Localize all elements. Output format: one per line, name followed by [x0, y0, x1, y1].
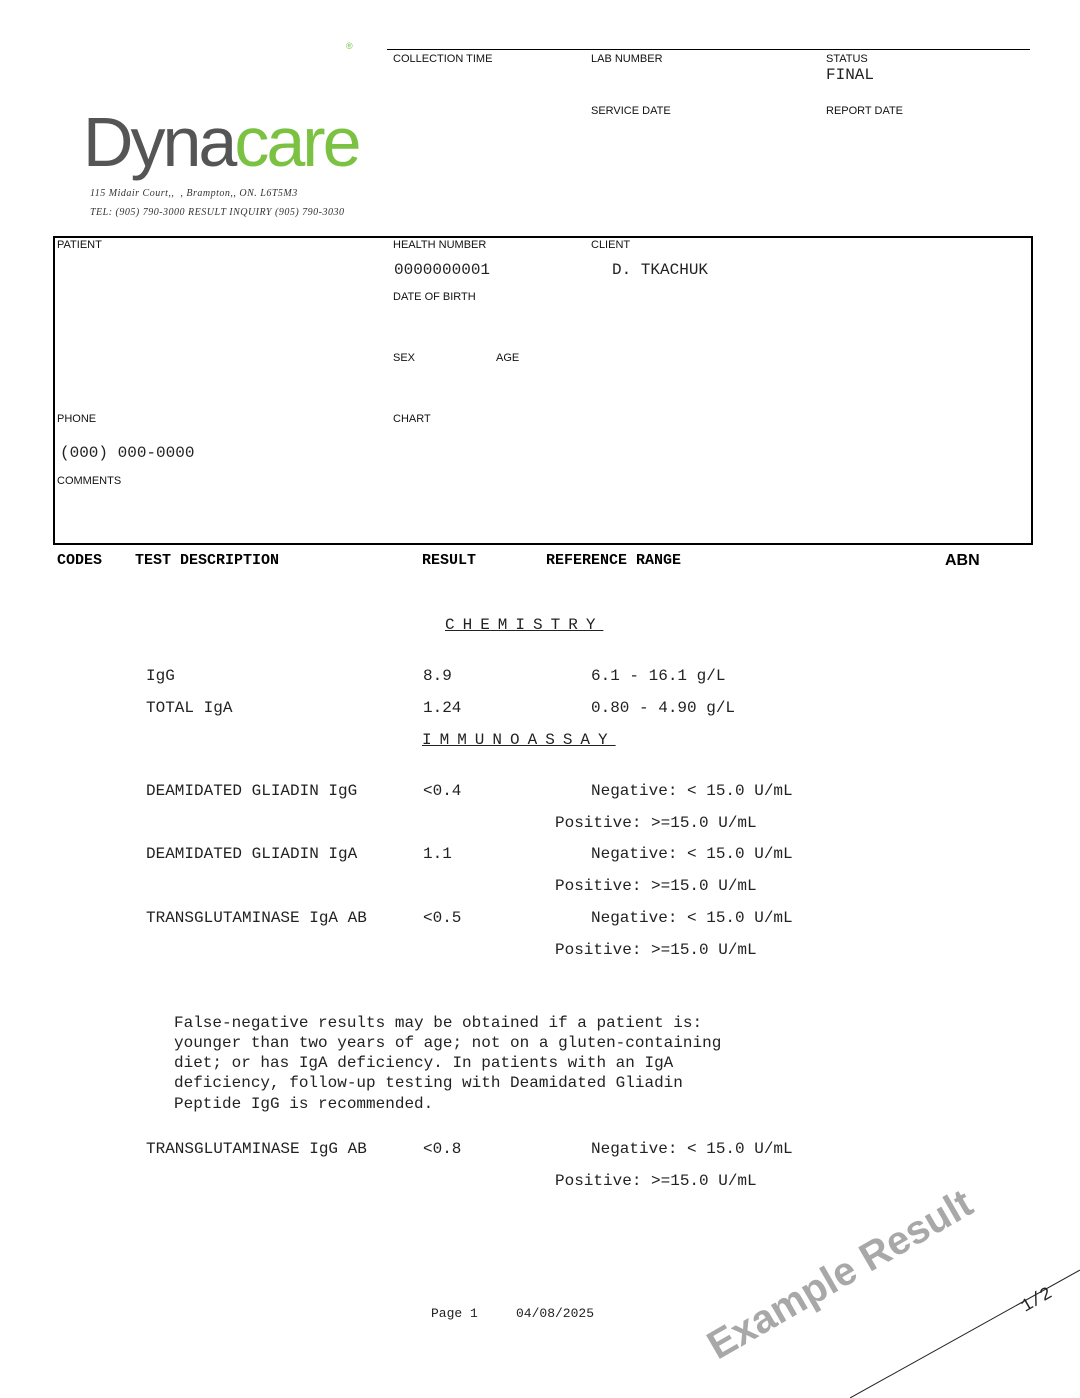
test-range: 6.1 - 16.1 g/L	[591, 667, 726, 685]
col-codes: CODES	[57, 552, 103, 569]
comment-line: diet; or has IgA deficiency. In patients with an IgA	[174, 1054, 674, 1072]
test-name: IgG	[146, 667, 175, 685]
collection-time-label: COLLECTION TIME	[393, 53, 493, 65]
test-result: <0.4	[423, 782, 462, 800]
chart-label: CHART	[393, 413, 431, 425]
example-result-watermark: Example Result	[700, 1181, 980, 1369]
phone-value: (000) 000-0000	[60, 444, 195, 462]
registered-mark: ®	[346, 41, 353, 51]
lab-address: 115 Midair Court,, , Brampton,, ON. L6T5M3	[90, 188, 298, 199]
patient-label: PATIENT	[57, 239, 102, 251]
comment-line: deficiency, follow-up testing with Deamidated Gliadin	[174, 1074, 683, 1092]
col-test-description: TEST DESCRIPTION	[135, 552, 280, 569]
comments-label: COMMENTS	[57, 475, 122, 487]
status-label: STATUS	[826, 53, 868, 65]
col-result: RESULT	[422, 552, 477, 569]
section-chemistry: CHEMISTRY	[445, 616, 604, 634]
test-range: 0.80 - 4.90 g/L	[591, 699, 736, 717]
test-name: TRANSGLUTAMINASE IgA AB	[146, 909, 367, 927]
test-name: DEAMIDATED GLIADIN IgA	[146, 845, 358, 863]
page-number: Page 1	[431, 1306, 478, 1321]
range-positive: Positive: >=15.0 U/mL	[555, 877, 757, 895]
comment-line: False-negative results may be obtained if a patient is:	[174, 1014, 703, 1032]
range-negative: Negative: < 15.0 U/mL	[591, 782, 793, 800]
test-result: <0.5	[423, 909, 462, 927]
logo-text-care: care	[234, 103, 359, 181]
range-positive: Positive: >=15.0 U/mL	[555, 1172, 757, 1190]
col-abn: ABN	[945, 552, 980, 569]
service-date-label: SERVICE DATE	[591, 105, 671, 117]
health-number-label: HEALTH NUMBER	[393, 239, 487, 251]
patient-info-box	[53, 236, 1033, 545]
logo-text-dyna: Dyna	[82, 103, 235, 181]
range-negative: Negative: < 15.0 U/mL	[591, 1140, 793, 1158]
report-date-label: REPORT DATE	[826, 105, 904, 117]
status-value: FINAL	[826, 66, 875, 84]
test-name: TOTAL IgA	[146, 699, 233, 717]
lab-number-label: LAB NUMBER	[591, 53, 663, 65]
test-result: 1.24	[423, 699, 462, 717]
report-date-footer: 04/08/2025	[516, 1306, 595, 1321]
test-result: 1.1	[423, 845, 452, 863]
date-of-birth-label: DATE OF BIRTH	[393, 291, 476, 303]
test-name: TRANSGLUTAMINASE IgG AB	[146, 1140, 367, 1158]
client-label: CLIENT	[591, 239, 631, 251]
header-rule	[387, 49, 1030, 50]
client-value: D. TKACHUK	[612, 261, 709, 279]
health-number-value: 0000000001	[394, 261, 491, 279]
section-immunoassay: IMMUNOASSAY	[422, 731, 616, 749]
test-result: <0.8	[423, 1140, 462, 1158]
phone-label: PHONE	[57, 413, 97, 425]
range-positive: Positive: >=15.0 U/mL	[555, 814, 757, 832]
age-label: AGE	[496, 352, 520, 364]
page-count: 1/2	[1018, 1283, 1057, 1318]
dynacare-logo	[50, 22, 359, 182]
sex-label: SEX	[393, 352, 416, 364]
page-corner-fold	[850, 1258, 1080, 1398]
range-negative: Negative: < 15.0 U/mL	[591, 909, 793, 927]
test-name: DEAMIDATED GLIADIN IgG	[146, 782, 358, 800]
lab-phone-line: TEL: (905) 790-3000 RESULT INQUIRY (905) 790-3030	[90, 207, 345, 218]
comment-line: younger than two years of age; not on a gluten-containing	[174, 1034, 722, 1052]
col-reference-range: REFERENCE RANGE	[546, 552, 682, 569]
range-positive: Positive: >=15.0 U/mL	[555, 941, 757, 959]
test-result: 8.9	[423, 667, 452, 685]
comment-line: Peptide IgG is recommended.	[174, 1095, 434, 1113]
range-negative: Negative: < 15.0 U/mL	[591, 845, 793, 863]
